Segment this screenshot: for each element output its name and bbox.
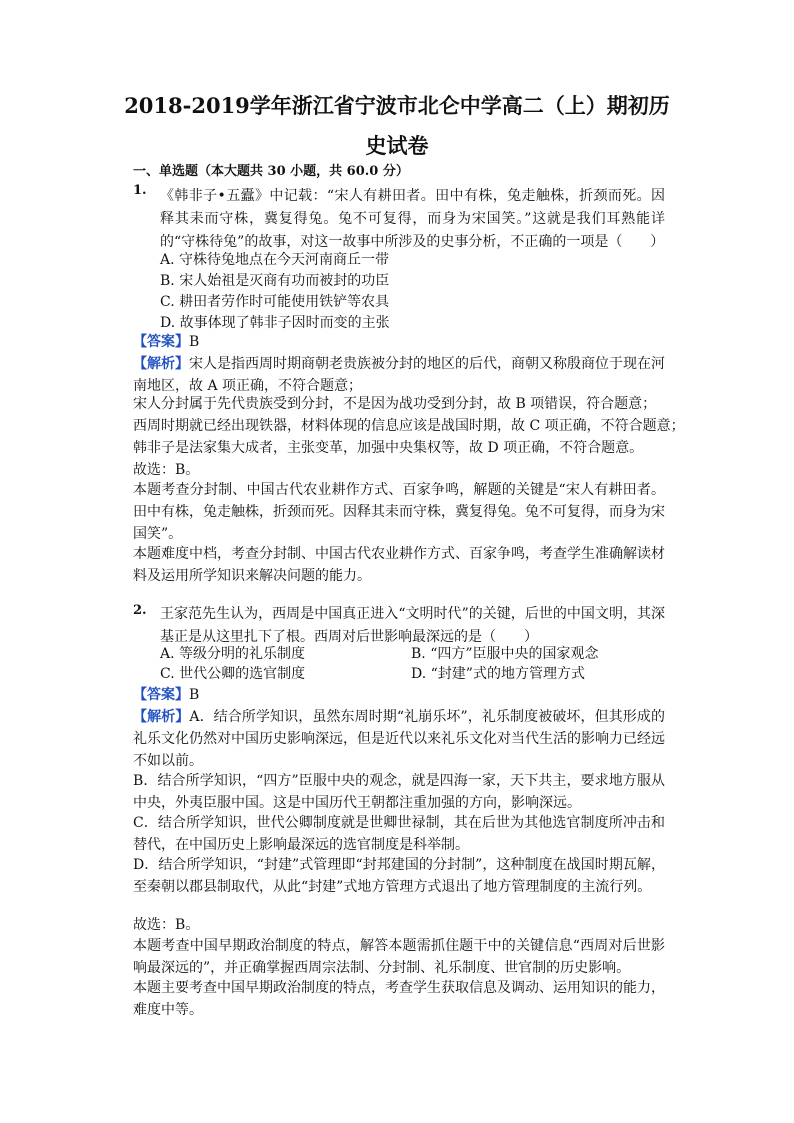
answer-label: 【答案】	[133, 334, 189, 350]
question-1-option-a: A. 守株待兔地点在今天河南商丘一带	[160, 252, 390, 268]
question-1-option-d: D. 故事体现了韩非子因时而变的主张	[160, 315, 390, 331]
question-1-analysis-3: 西周时期就已经出现铁器，材料体现的信息应该是战国时期，故 C 项正确，不符合题意；	[133, 418, 685, 434]
question-1-analysis-2: 宋人分封属于先代贵族受到分封，不是因为战功受到分封，故 B 项错误，符合题意；	[133, 396, 657, 412]
question-1-number: 1.	[133, 183, 147, 198]
question-2-number: 2.	[133, 603, 147, 618]
document-title-line1: 2018-2019学年浙江省宁波市北仑中学高二（上）期初历	[124, 93, 670, 118]
question-2-analysis-d: D．结合所学知识，“封建”式管理即“封邦建国的分封制”，这种制度在战国时期瓦解，至秦朝以郡县制取代，从此“封建”式地方管理方式退出了地方管理制度的主流行列。	[133, 857, 665, 895]
question-2-analysis-a	[133, 706, 665, 772]
question-1-option-b: B. 宋人始祖是灭商有功而被封的功臣	[160, 273, 390, 289]
question-2-note-2: 本题主要考查中国早期政治制度的特点，考查学生获取信息及调动、运用知识的能力，难度中等。	[133, 980, 665, 1018]
question-1-choose: 故选：B。	[133, 462, 200, 478]
question-1-answer	[133, 331, 665, 353]
question-2-option-a: A. 等级分明的礼乐制度	[160, 646, 306, 662]
question-1-analysis-text-1: 宋人是指西周时期商朝老贵族被分封的地区的后代，商朝又称殷商位于现在河南地区，故 A 项正确，不符合题意；	[133, 356, 665, 394]
analysis-label: 【解析】	[133, 356, 189, 372]
question-1-note-2: 本题难度中档，考查分封制、中国古代农业耕作方式、百家争鸣，考查学生准确解读材料及运用所学知识来解决问题的能力。	[133, 546, 665, 584]
question-2-choose: 故选：B。	[133, 917, 200, 933]
question-1-option-c: C. 耕田者劳作时可能使用铁铲等农具	[160, 294, 390, 310]
question-1-analysis-1	[133, 353, 665, 397]
question-2-note-1: 本题考查中国早期政治制度的特点，解答本题需抓住题干中的关键信息“西周对后世影响最深远的”，并正确掌握西周宗法制、分封制、礼乐制度、世官制的历史影响。	[133, 938, 665, 976]
question-2-answer	[133, 684, 665, 706]
question-2-option-b: B. “四方”臣服中央的国家观念	[411, 646, 599, 662]
question-2-stem: 王家范先生认为，西周是中国真正进入“文明时代”的关键，后世的中国文明，其深基正是从这里扎下了根。西周对后世影响最深远的是（ ）	[160, 606, 665, 645]
question-2-analysis-text-a: A．结合所学知识，虽然东周时期“礼崩乐坏”，礼乐制度被破坏，但其形成的礼乐文化仍然对中国历史影响深远，但是近代以来礼乐文化对当代生活的影响力已经远不如以前。	[133, 709, 665, 769]
question-1-note-1: 本题考查分封制、中国古代农业耕作方式、百家争鸣，解题的关键是“宋人有耕田者。田中有株，兔走触株，折颈而死。因释其耒而守株，冀复得兔。兔不可复得，而身为宋国笑”。	[133, 482, 665, 542]
question-2-option-c: C. 世代公卿的选官制度	[160, 666, 306, 682]
question-2-analysis-b: B．结合所学知识，“四方”臣服中央的观念，就是四海一家，天下共主，要求地方服从中央，外夷臣服中国。这是中国历代王朝都注重加强的方向，影响深远。	[133, 773, 665, 811]
question-1-stem: 《韩非子•五蠹》中记载：“宋人有耕田者。田中有株，兔走触株，折颈而死。因释其耒而守株，冀复得兔。兔不可复得，而身为宋国笑。”这就是我们耳熟能详的“守株待兔”的故事，对这一故事中所涉及的史事分析，不正确的一项是（ ）	[160, 188, 665, 250]
question-2-answer-value: B	[189, 687, 200, 703]
question-2-analysis-c: C．结合所学知识，世代公卿制度就是世卿世禄制，其在后世为其他选官制度所冲击和替代，在中国历史上影响最深远的选官制度是科举制。	[133, 815, 665, 853]
document-title-line2: 史试卷	[365, 133, 429, 158]
answer-label: 【答案】	[133, 687, 189, 703]
section-heading: 一、单选题（本大题共 30 小题，共 60.0 分）	[133, 164, 409, 179]
question-1-analysis-4: 韩非子是法家集大成者，主张变革，加强中央集权等，故 D 项正确，不符合题意。	[133, 440, 644, 456]
question-2-option-d: D. “封建”式的地方管理方式	[411, 666, 585, 682]
question-1-answer-value: B	[189, 334, 200, 350]
analysis-label: 【解析】	[133, 709, 190, 725]
